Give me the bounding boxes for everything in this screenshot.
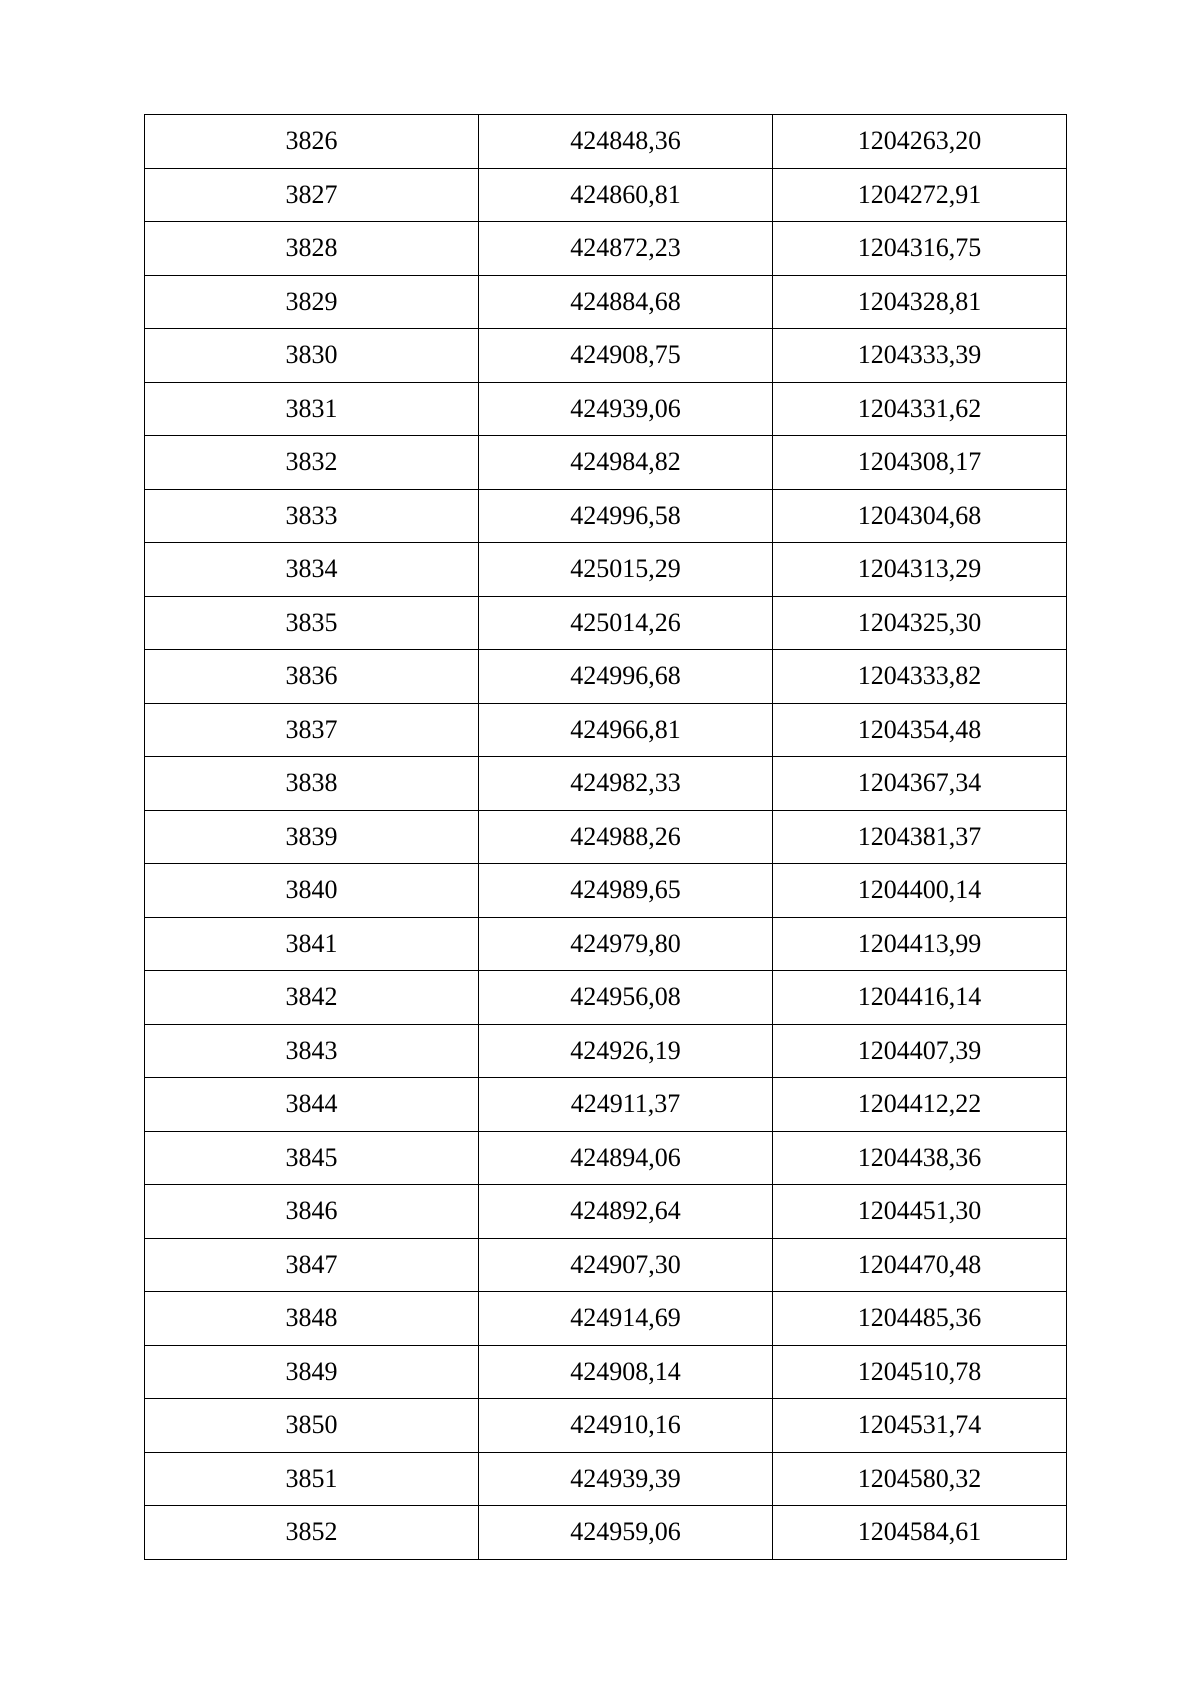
table-row: [145, 382, 1067, 436]
table-row: [145, 1399, 1067, 1453]
y-coordinate-cell: 1204584,61: [773, 1506, 1067, 1560]
point-number-cell: 3835: [145, 596, 479, 650]
point-number-cell: 3827: [145, 168, 479, 222]
x-coordinate-cell: 424939,06: [479, 382, 773, 436]
point-number-cell: 3846: [145, 1185, 479, 1239]
y-coordinate-cell: 1204328,81: [773, 275, 1067, 329]
x-coordinate-cell: 424894,06: [479, 1131, 773, 1185]
table-row: [145, 917, 1067, 971]
point-number-cell: 3834: [145, 543, 479, 597]
table-row: [145, 650, 1067, 704]
x-coordinate-cell: 424914,69: [479, 1292, 773, 1346]
x-coordinate-cell: 424884,68: [479, 275, 773, 329]
table-row: [145, 168, 1067, 222]
y-coordinate-cell: 1204413,99: [773, 917, 1067, 971]
x-coordinate-cell: 425014,26: [479, 596, 773, 650]
x-coordinate-cell: 424989,65: [479, 864, 773, 918]
y-coordinate-cell: 1204580,32: [773, 1452, 1067, 1506]
x-coordinate-cell: 424956,08: [479, 971, 773, 1025]
table-row: [145, 1506, 1067, 1560]
y-coordinate-cell: 1204331,62: [773, 382, 1067, 436]
x-coordinate-cell: 424872,23: [479, 222, 773, 276]
y-coordinate-cell: 1204308,17: [773, 436, 1067, 490]
point-number-cell: 3829: [145, 275, 479, 329]
y-coordinate-cell: 1204333,39: [773, 329, 1067, 383]
y-coordinate-cell: 1204316,75: [773, 222, 1067, 276]
point-number-cell: 3847: [145, 1238, 479, 1292]
y-coordinate-cell: 1204325,30: [773, 596, 1067, 650]
y-coordinate-cell: 1204531,74: [773, 1399, 1067, 1453]
x-coordinate-cell: 424910,16: [479, 1399, 773, 1453]
table-row: [145, 810, 1067, 864]
table-row: [145, 115, 1067, 169]
x-coordinate-cell: 424892,64: [479, 1185, 773, 1239]
table-row: [145, 596, 1067, 650]
y-coordinate-cell: 1204263,20: [773, 115, 1067, 169]
point-number-cell: 3852: [145, 1506, 479, 1560]
point-number-cell: 3838: [145, 757, 479, 811]
x-coordinate-cell: 424979,80: [479, 917, 773, 971]
y-coordinate-cell: 1204470,48: [773, 1238, 1067, 1292]
table-row: [145, 1185, 1067, 1239]
y-coordinate-cell: 1204416,14: [773, 971, 1067, 1025]
x-coordinate-cell: 424908,75: [479, 329, 773, 383]
x-coordinate-cell: 424926,19: [479, 1024, 773, 1078]
x-coordinate-cell: 424907,30: [479, 1238, 773, 1292]
table-row: [145, 1238, 1067, 1292]
table-row: [145, 543, 1067, 597]
y-coordinate-cell: 1204510,78: [773, 1345, 1067, 1399]
coordinates-table-body: [145, 115, 1067, 1560]
point-number-cell: 3836: [145, 650, 479, 704]
point-number-cell: 3826: [145, 115, 479, 169]
y-coordinate-cell: 1204367,34: [773, 757, 1067, 811]
table-row: [145, 489, 1067, 543]
point-number-cell: 3832: [145, 436, 479, 490]
y-coordinate-cell: 1204313,29: [773, 543, 1067, 597]
y-coordinate-cell: 1204485,36: [773, 1292, 1067, 1346]
coordinates-table: [144, 114, 1067, 1560]
point-number-cell: 3849: [145, 1345, 479, 1399]
y-coordinate-cell: 1204407,39: [773, 1024, 1067, 1078]
table-row: [145, 1345, 1067, 1399]
point-number-cell: 3844: [145, 1078, 479, 1132]
point-number-cell: 3842: [145, 971, 479, 1025]
y-coordinate-cell: 1204354,48: [773, 703, 1067, 757]
point-number-cell: 3833: [145, 489, 479, 543]
table-row: [145, 757, 1067, 811]
x-coordinate-cell: 424982,33: [479, 757, 773, 811]
point-number-cell: 3843: [145, 1024, 479, 1078]
table-row: [145, 703, 1067, 757]
table-row: [145, 436, 1067, 490]
y-coordinate-cell: 1204272,91: [773, 168, 1067, 222]
table-row: [145, 864, 1067, 918]
x-coordinate-cell: 424939,39: [479, 1452, 773, 1506]
table-row: [145, 1452, 1067, 1506]
point-number-cell: 3837: [145, 703, 479, 757]
x-coordinate-cell: 424848,36: [479, 115, 773, 169]
point-number-cell: 3845: [145, 1131, 479, 1185]
y-coordinate-cell: 1204451,30: [773, 1185, 1067, 1239]
x-coordinate-cell: 424911,37: [479, 1078, 773, 1132]
x-coordinate-cell: 424860,81: [479, 168, 773, 222]
table-row: [145, 222, 1067, 276]
table-row: [145, 1131, 1067, 1185]
point-number-cell: 3850: [145, 1399, 479, 1453]
table-row: [145, 1292, 1067, 1346]
x-coordinate-cell: 424996,68: [479, 650, 773, 704]
table-row: [145, 971, 1067, 1025]
y-coordinate-cell: 1204333,82: [773, 650, 1067, 704]
x-coordinate-cell: 425015,29: [479, 543, 773, 597]
y-coordinate-cell: 1204412,22: [773, 1078, 1067, 1132]
y-coordinate-cell: 1204438,36: [773, 1131, 1067, 1185]
x-coordinate-cell: 424959,06: [479, 1506, 773, 1560]
table-row: [145, 1024, 1067, 1078]
table-row: [145, 329, 1067, 383]
point-number-cell: 3830: [145, 329, 479, 383]
table-row: [145, 275, 1067, 329]
x-coordinate-cell: 424984,82: [479, 436, 773, 490]
point-number-cell: 3841: [145, 917, 479, 971]
point-number-cell: 3848: [145, 1292, 479, 1346]
x-coordinate-cell: 424908,14: [479, 1345, 773, 1399]
point-number-cell: 3828: [145, 222, 479, 276]
x-coordinate-cell: 424966,81: [479, 703, 773, 757]
point-number-cell: 3831: [145, 382, 479, 436]
table-row: [145, 1078, 1067, 1132]
y-coordinate-cell: 1204304,68: [773, 489, 1067, 543]
point-number-cell: 3851: [145, 1452, 479, 1506]
y-coordinate-cell: 1204381,37: [773, 810, 1067, 864]
x-coordinate-cell: 424996,58: [479, 489, 773, 543]
point-number-cell: 3839: [145, 810, 479, 864]
x-coordinate-cell: 424988,26: [479, 810, 773, 864]
y-coordinate-cell: 1204400,14: [773, 864, 1067, 918]
point-number-cell: 3840: [145, 864, 479, 918]
